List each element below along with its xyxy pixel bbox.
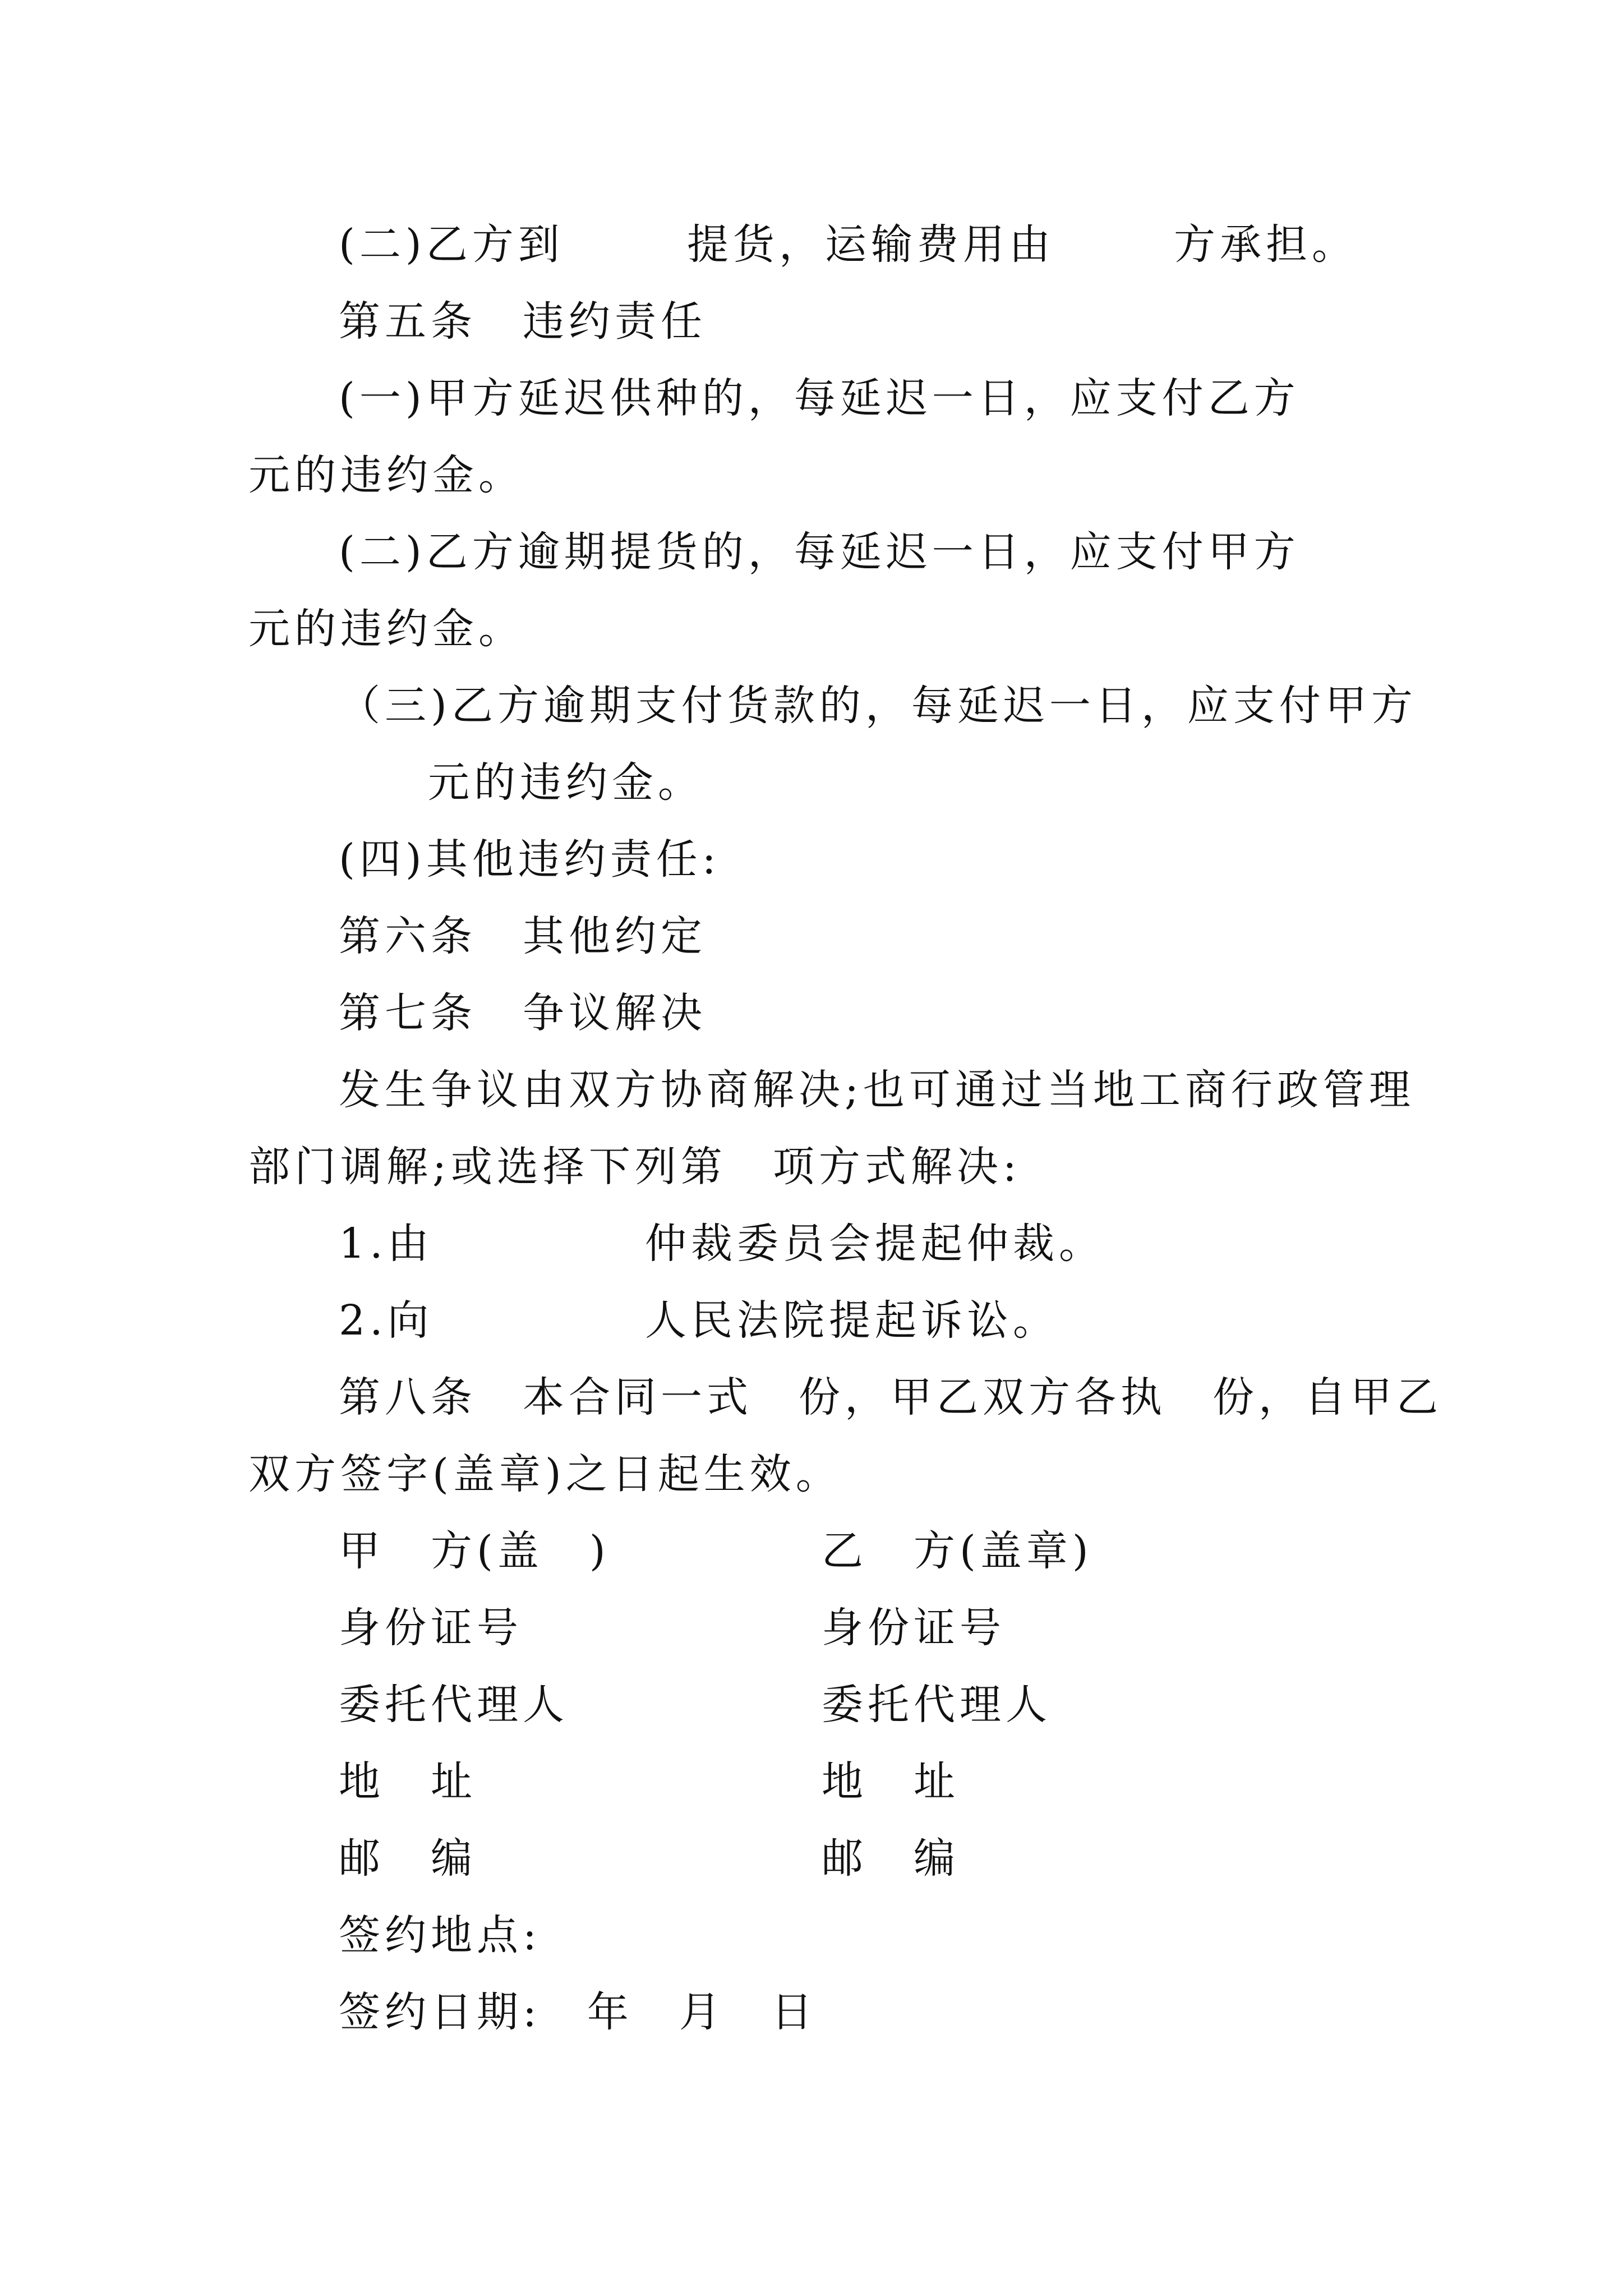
clause-5-2-cont: 元的违约金。 bbox=[248, 605, 524, 653]
party-a-zip-label: 邮 编 bbox=[339, 1834, 477, 1883]
clause-4-2-part-1: (二)乙方到 bbox=[339, 220, 564, 269]
option-2-text: 人民法院提起诉讼。 bbox=[645, 1296, 1059, 1345]
clause-5-1: (一)甲方延迟供种的，每延迟一日，应支付乙方 bbox=[339, 374, 1300, 422]
clause-5-4: (四)其他违约责任: bbox=[339, 835, 721, 884]
party-b-zip-label: 邮 编 bbox=[822, 1834, 960, 1883]
article-6-heading: 第六条 其他约定 bbox=[339, 912, 707, 960]
party-a-id-label: 身份证号 bbox=[339, 1604, 523, 1652]
article-8: 第八条 本合同一式 份，甲乙双方各执 份，自甲乙 bbox=[339, 1373, 1442, 1421]
party-a-agent-label: 委托代理人 bbox=[339, 1681, 569, 1729]
option-2-prefix: 2.向 bbox=[339, 1296, 434, 1345]
clause-4-2-part-2: 提货，运输费用由 bbox=[687, 220, 1055, 269]
article-7-heading: 第七条 争议解决 bbox=[339, 989, 707, 1037]
clause-5-3: （三)乙方逾期支付货款的，每延迟一日，应支付甲方 bbox=[339, 682, 1417, 730]
party-a-label: 甲 方(盖 ) bbox=[339, 1527, 610, 1575]
party-a-address-label: 地 址 bbox=[339, 1757, 477, 1806]
option-1-text: 仲裁委员会提起仲裁。 bbox=[645, 1220, 1105, 1268]
article-8-cont: 双方签字(盖章)之日起生效。 bbox=[248, 1450, 842, 1498]
clause-4-2-part-3: 方承担。 bbox=[1174, 220, 1358, 269]
party-b-label: 乙 方(盖章) bbox=[822, 1527, 1093, 1575]
party-b-agent-label: 委托代理人 bbox=[822, 1681, 1052, 1729]
clause-5-3-cont: 元的违约金。 bbox=[428, 758, 704, 807]
article-7-text-cont: 部门调解;或选择下列第 项方式解决: bbox=[248, 1143, 1021, 1191]
signing-place-label: 签约地点: bbox=[339, 1911, 541, 1959]
clause-5-1-cont: 元的违约金。 bbox=[248, 451, 524, 499]
article-5-heading: 第五条 违约责任 bbox=[339, 297, 707, 346]
party-b-id-label: 身份证号 bbox=[822, 1604, 1006, 1652]
article-7-text: 发生争议由双方协商解决;也可通过当地工商行政管理 bbox=[339, 1066, 1415, 1114]
signing-date-label: 签约日期: 年 月 日 bbox=[339, 1988, 817, 2036]
clause-5-2: (二)乙方逾期提货的，每延迟一日，应支付甲方 bbox=[339, 528, 1300, 576]
option-1-prefix: 1.由 bbox=[339, 1220, 434, 1268]
party-b-address-label: 地 址 bbox=[822, 1757, 960, 1806]
